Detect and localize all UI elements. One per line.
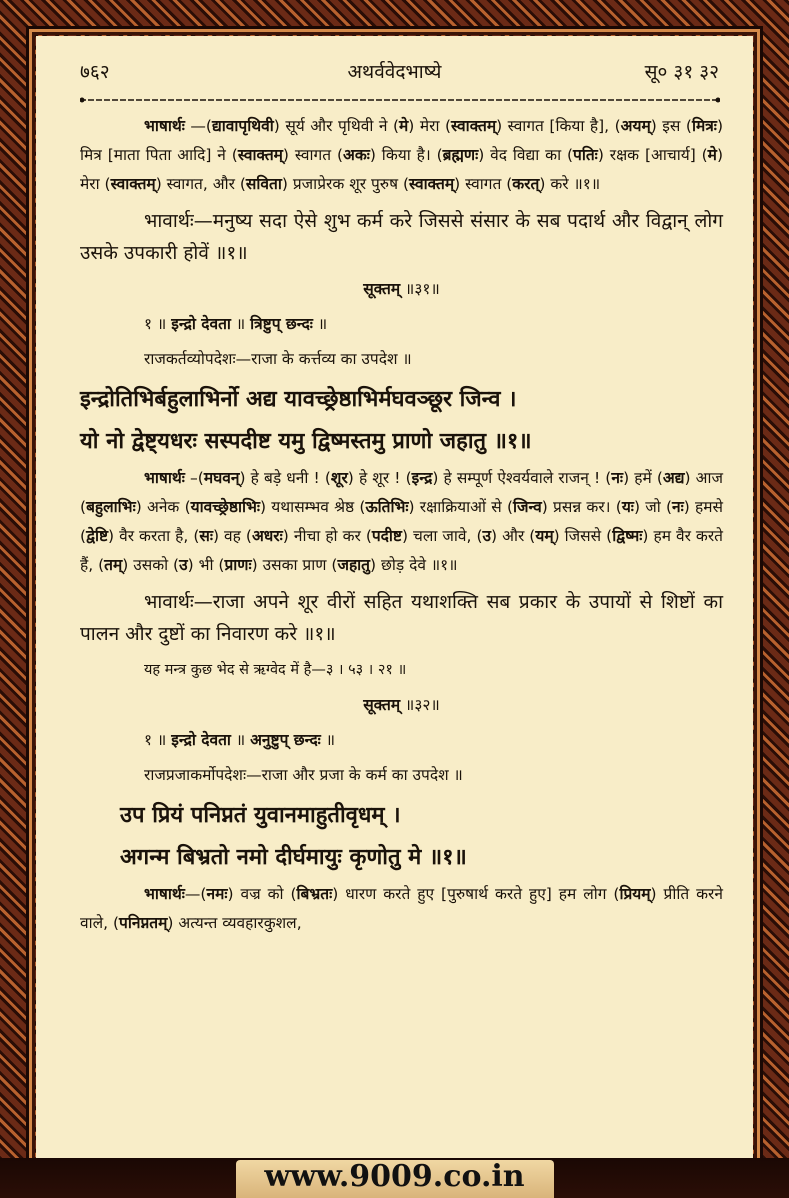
text-paragraph: सूक्तम् ॥३२॥	[363, 696, 440, 714]
footer-url[interactable]: www.9009.co.in	[264, 1159, 525, 1194]
mantra-line: उप प्रियं पनिप्नतं युवानमाहुतीवृधम् ।	[120, 803, 401, 828]
text-paragraph: १ ॥ इन्द्रो देवता ॥ त्रिष्टुप् छन्दः ॥	[144, 315, 328, 333]
section-number: सू० ३१ ३२	[644, 61, 719, 83]
text-paragraph: राजकर्तव्योपदेशः—राजा के कर्त्तव्य का उपदेश ॥	[144, 350, 412, 368]
page-body	[80, 112, 723, 944]
text-paragraph: राजप्रजाकर्मोपदेशः—राजा और प्रजा के कर्म का उपदेश ॥	[144, 766, 463, 784]
text-paragraph: यह मन्त्र कुछ भेद से ऋग्वेद में है—३ । ५३ । २१ ॥	[144, 662, 407, 678]
text-paragraph: भावार्थः—मनुष्य सदा ऐसे शुभ कर्म करे जिससे संसार के सब पदार्थ और विद्वान् लोग उसके उपकारी होवें ॥१॥	[80, 210, 723, 264]
text-paragraph: भाषार्थः –(मघवन्) हे बड़े धनी ! (शूर) हे शूर ! (इन्द्र) हे सम्पूर्ण ऐश्वर्यवाले राजन् ! (नः) हमें (अद्य) आज (बहुलाभिः) अनेक (यावच्छ्रेष्ठाभिः) यथासम्भव श्रेष्ठ (ऊतिभिः) रक्षाक्रियाओं से (जिन्व) प्रसन्न कर। (यः) जो (नः) हमसे (द्वेष्टि) वैर करता है, (सः) वह (अधरः) नीचा हो कर (पदीष्ट) चला जावे, (उ) और (यम्) जिससे (द्विष्मः) हम वैर करते हैं, (तम्) उसको (उ) भी (प्राणः) उसका प्राण (जहातु) छोड़ देवे ॥१॥	[80, 469, 724, 574]
page-number: ७६२	[80, 61, 110, 83]
mantra-line: यो नो द्वेष्ट्यधरः सस्पदीष्ट यमु द्विष्मस्तमु प्राणो जहातु ॥१॥	[80, 429, 532, 454]
text-paragraph: भाषार्थः —(द्यावापृथिवी) सूर्य और पृथिवी ने (मे) मेरा (स्वाक्तम्) स्वागत [किया है], (अयम्) इस (मित्रः) मित्र [माता पिता आदि] ने (स्वाक्तम्) स्वागत (अकः) किया है। (ब्रह्मणः) वेद विद्या का (पतिः) रक्षक [आचार्य] (मे) मेरा (स्वाक्तम्) स्वागत, और (सविता) प्रजाप्रेरक शूर पुरुष (स्वाक्तम्) स्वागत (करत्) करे ॥१॥	[80, 117, 724, 193]
text-paragraph: भावार्थः—राजा अपने शूर वीरों सहित यथाशक्ति सब प्रकार के उपायों से शिष्टों का पालन और दुष्टों का निवारण करे ॥१॥	[80, 591, 723, 645]
mantra-line: अगन्म बिभ्रतो नमो दीर्घमायुः कृणोतु मे ॥१॥	[120, 845, 467, 870]
book-page	[36, 36, 753, 1162]
text-paragraph: भाषार्थः—(नमः) वज्र को (बिभ्रतः) धारण करते हुए [पुरुषार्थ करते हुए] हम लोग (प्रियम्) प्रीति करने वाले, (पनिप्नतम्) अत्यन्त व्यवहारकुशल,	[80, 885, 723, 932]
header-divider	[80, 96, 720, 104]
text-paragraph: सूक्तम् ॥३१॥	[363, 280, 440, 298]
text-paragraph: १ ॥ इन्द्रो देवता ॥ अनुष्टुप् छन्दः ॥	[144, 731, 336, 749]
page-header	[36, 58, 753, 90]
mantra-line: इन्द्रोतिभिर्बहुलाभिर्नो अद्य यावच्छ्रेष्ठाभिर्मघवञ्छूर जिन्व ।	[80, 387, 517, 412]
running-title: अथर्ववेदभाष्ये	[347, 61, 442, 83]
